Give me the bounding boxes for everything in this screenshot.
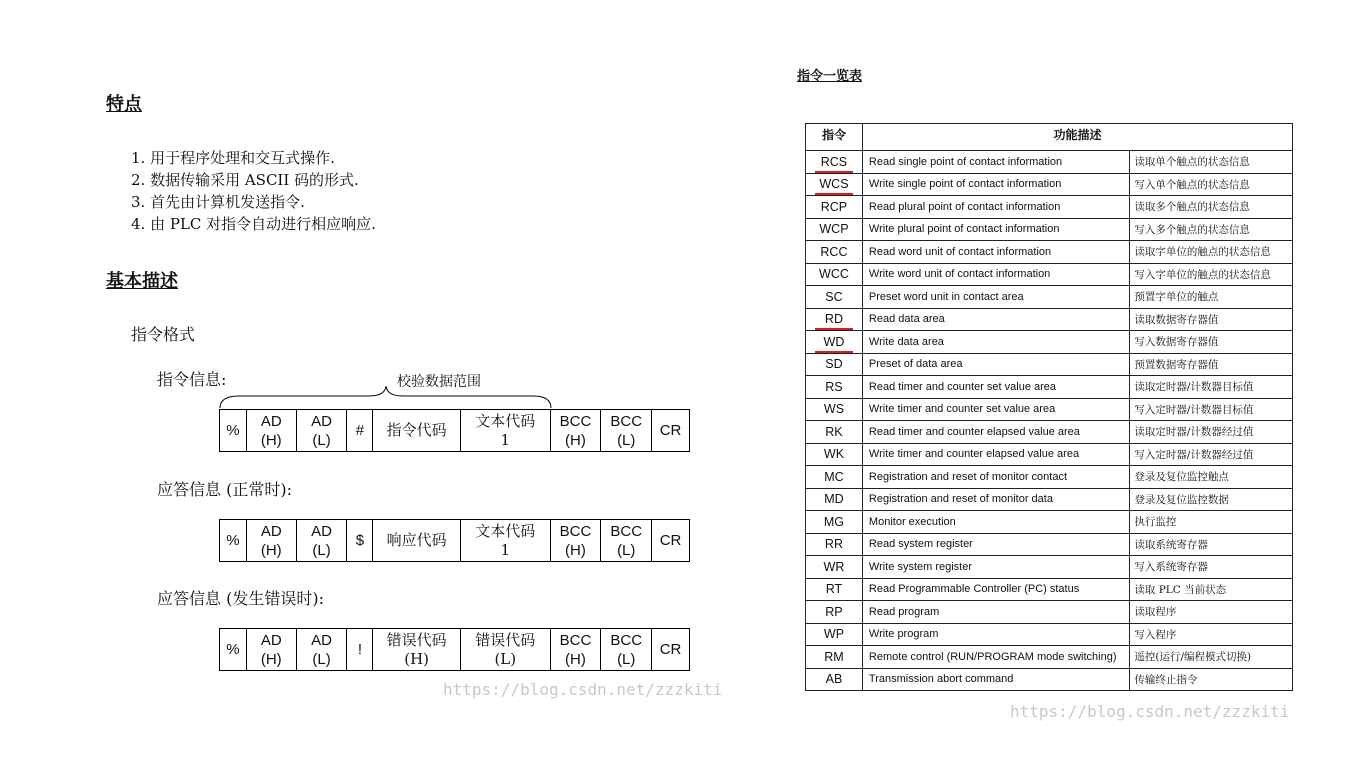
command-code: RD xyxy=(824,312,843,327)
frame-cell: AD (H) xyxy=(247,520,297,561)
command-code: MD xyxy=(824,492,844,507)
description-zh: 读取单个触点的状态信息 xyxy=(1134,156,1250,169)
description-zh: 登录及复位监控触点 xyxy=(1134,471,1229,484)
description-en: Read data area xyxy=(868,313,945,326)
frame-cell: % xyxy=(220,410,247,451)
description-zh: 预置数据寄存器值 xyxy=(1134,358,1219,371)
table-row xyxy=(806,173,1293,196)
feature-item: 1. 用于程序处理和交互式操作. xyxy=(131,149,335,167)
description-zh: 读取程序 xyxy=(1134,606,1177,619)
feature-item: 4. 由 PLC 对指令自动进行相应响应. xyxy=(131,215,376,233)
frame-cell: % xyxy=(220,629,247,670)
command-code: SD xyxy=(825,357,843,372)
description-zh: 读取 PLC 当前状态 xyxy=(1134,583,1227,596)
description-zh: 写入定时器/计数器目标值 xyxy=(1134,403,1254,416)
checksum-range-label: 校验数据范围 xyxy=(397,374,481,390)
description-en: Write data area xyxy=(868,335,944,348)
description-en: Read plural point of contact information xyxy=(868,200,1061,213)
description-zh: 预置字单位的触点 xyxy=(1134,291,1219,304)
frame-cell: 响应代码 xyxy=(373,520,461,561)
description-zh: 写入定时器/计数器经过值 xyxy=(1134,448,1254,461)
frame-cell: BCC (L) xyxy=(601,629,652,670)
table-header-row xyxy=(806,124,1293,151)
description-en: Write plural point of contact information xyxy=(868,223,1060,236)
command-code: WP xyxy=(823,627,845,642)
description-zh: 写入单个触点的状态信息 xyxy=(1134,178,1250,191)
frame-cell: AD (H) xyxy=(247,629,297,670)
frame-cell: BCC (H) xyxy=(551,410,602,451)
frame-cell: 文本代码 1 xyxy=(461,410,551,451)
header-command: 指令 xyxy=(806,124,863,151)
description-en: Remote control (RUN/PROGRAM mode switching) xyxy=(868,650,1117,663)
table-row xyxy=(806,398,1293,421)
description-zh: 登录及复位监控数据 xyxy=(1134,493,1229,506)
frame-cell: ! xyxy=(347,629,373,670)
table-row xyxy=(806,151,1293,174)
command-list-title: 指令一览表 xyxy=(797,69,863,84)
frame-cell: 错误代码 (L) xyxy=(461,629,551,670)
command-code: RCP xyxy=(820,199,848,214)
frame-cell: BCC (H) xyxy=(551,629,602,670)
description-zh: 写入系统寄存器 xyxy=(1134,561,1208,574)
description-zh: 传输终止指令 xyxy=(1134,673,1198,686)
description-zh: 遥控(运行/编程模式切换) xyxy=(1134,651,1252,664)
header-description: 功能描述 xyxy=(862,124,1292,151)
description-zh: 执行监控 xyxy=(1134,516,1177,529)
command-code: WCC xyxy=(819,267,849,282)
command-code: RT xyxy=(825,582,843,597)
description-en: Read word unit of contact information xyxy=(868,245,1052,258)
description-en: Read timer and counter elapsed value area xyxy=(868,425,1080,438)
description-en: Transmission abort command xyxy=(868,673,1014,686)
description-zh: 读取多个触点的状态信息 xyxy=(1134,201,1250,214)
frame-cell: CR xyxy=(659,422,682,439)
command-code: RCC xyxy=(820,244,848,259)
response-normal-label: 应答信息 (正常时): xyxy=(157,480,292,499)
frame-cell: AD (H) xyxy=(247,410,297,451)
table-row xyxy=(806,511,1293,534)
command-code: RS xyxy=(825,379,843,394)
description-en: Write system register xyxy=(868,560,973,573)
description-zh: 读取数据寄存器值 xyxy=(1134,313,1219,326)
description-zh: 写入多个触点的状态信息 xyxy=(1134,223,1250,236)
table-row xyxy=(806,241,1293,264)
description-zh: 读取定时器/计数器经过值 xyxy=(1134,426,1254,439)
description-en: Write timer and counter set value area xyxy=(868,403,1056,416)
frame-cell: BCC (L) xyxy=(601,410,652,451)
frame-cell: AD (L) xyxy=(297,410,348,451)
table-row xyxy=(806,466,1293,489)
command-code: MC xyxy=(824,469,844,484)
description-en: Write single point of contact information xyxy=(868,178,1062,191)
table-row xyxy=(806,308,1293,331)
frame-cell: 指令代码 xyxy=(373,410,461,451)
table-row xyxy=(806,443,1293,466)
command-code: WD xyxy=(823,334,845,349)
description-zh: 写入数据寄存器值 xyxy=(1134,336,1219,349)
command-code: MG xyxy=(823,514,845,529)
description-zh: 写入程序 xyxy=(1134,628,1177,641)
watermark: https://blog.csdn.net/zzzkiti xyxy=(1010,702,1290,721)
table-row xyxy=(806,376,1293,399)
description-en: Registration and reset of monitor data xyxy=(868,493,1053,506)
description-en: Write program xyxy=(868,628,939,641)
table-row xyxy=(806,578,1293,601)
table-row xyxy=(806,421,1293,444)
command-code: SC xyxy=(825,289,843,304)
description-zh: 读取系统寄存器 xyxy=(1134,538,1208,551)
response-normal-frame xyxy=(219,519,690,562)
table-row xyxy=(806,353,1293,376)
features-heading: 特点 xyxy=(106,94,142,115)
frame-cell: AD (L) xyxy=(297,520,348,561)
frame-cell: CR xyxy=(659,532,682,549)
command-code: WS xyxy=(823,402,845,417)
description-en: Read program xyxy=(868,605,940,618)
description-en: Write timer and counter elapsed value area xyxy=(868,448,1080,461)
command-code: RP xyxy=(825,604,843,619)
description-en: Registration and reset of monitor contact xyxy=(868,470,1068,483)
command-code: WK xyxy=(823,447,845,462)
description-en: Preset word unit in contact area xyxy=(868,290,1024,303)
description-zh: 读取定时器/计数器目标值 xyxy=(1134,381,1254,394)
table-row xyxy=(806,286,1293,309)
command-code: AB xyxy=(825,672,843,687)
response-error-label: 应答信息 (发生错误时): xyxy=(157,589,324,608)
command-code: WCS xyxy=(819,177,849,192)
table-row xyxy=(806,668,1293,691)
table-row xyxy=(806,646,1293,669)
description-zh: 读取字单位的触点的状态信息 xyxy=(1134,246,1271,259)
command-code: RM xyxy=(824,649,844,664)
watermark: https://blog.csdn.net/zzzkiti xyxy=(443,680,723,699)
table-row xyxy=(806,196,1293,219)
frame-cell: $ xyxy=(347,520,373,561)
description-en: Read Programmable Controller (PC) status xyxy=(868,583,1080,596)
frame-cell: 文本代码 1 xyxy=(461,520,551,561)
description-en: Preset of data area xyxy=(868,358,963,371)
frame-cell: BCC (H) xyxy=(551,520,602,561)
description-en: Read system register xyxy=(868,538,973,551)
frame-cell: CR xyxy=(659,641,682,658)
description-en: Read single point of contact information xyxy=(868,155,1063,168)
table-row xyxy=(806,556,1293,579)
command-frame xyxy=(219,409,690,452)
table-row xyxy=(806,218,1293,241)
frame-cell: % xyxy=(220,520,247,561)
description-en: Read timer and counter set value area xyxy=(868,380,1057,393)
table-row xyxy=(806,601,1293,624)
frame-cell: AD (L) xyxy=(297,629,348,670)
format-label: 指令格式 xyxy=(131,325,196,344)
table-row xyxy=(806,488,1293,511)
command-code: RK xyxy=(825,424,843,439)
description-en: Monitor execution xyxy=(868,515,956,528)
frame-cell: BCC (L) xyxy=(601,520,652,561)
feature-item: 2. 数据传输采用 ASCII 码的形式. xyxy=(131,171,359,189)
description-en: Write word unit of contact information xyxy=(868,268,1051,281)
command-label: 指令信息: xyxy=(157,370,227,389)
table-row xyxy=(806,623,1293,646)
feature-item: 3. 首先由计算机发送指令. xyxy=(131,193,305,211)
description-zh: 写入字单位的触点的状态信息 xyxy=(1134,268,1271,281)
frame-cell: 错误代码 (H) xyxy=(373,629,461,670)
table-row xyxy=(806,263,1293,286)
command-code: WCP xyxy=(819,222,849,237)
table-row xyxy=(806,331,1293,354)
command-code: RCS xyxy=(820,154,848,169)
command-table xyxy=(805,123,1293,691)
response-error-frame xyxy=(219,628,690,671)
command-code: WR xyxy=(823,559,845,574)
command-code: RR xyxy=(824,537,843,552)
table-row xyxy=(806,533,1293,556)
basic-description-heading: 基本描述 xyxy=(106,271,178,292)
frame-cell: # xyxy=(347,410,373,451)
checksum-range-brace xyxy=(219,384,553,410)
